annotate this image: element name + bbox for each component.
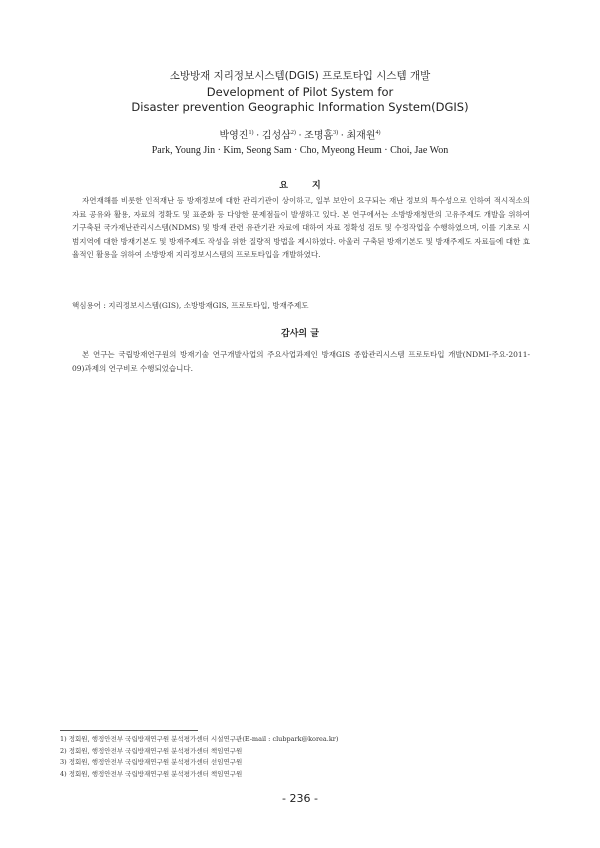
- abstract-text: 자연재해를 비롯한 인적재난 등 방재정보에 대한 관리기관이 상이하고, 일부 보안이 요구되는 재난 정보의 특수성으로 인하여 적시적소의 자료 공유와 활용, 자료의 정확도 및 표준화 등 다양한 문제점들이 발생하고 있다. 본 연구에서는 소방방재청만의 고유주제도 개발을 위하여 기구축된 국가재난관리시스템(NDMS) 및 방재 관련 유관기관 자료에 대하여 자료 정확성 검토 및 수정작업을 수행하였으며, 이를 기초로 시범지역에 대한 방재기본도 및 방재주제도 작성을 위한 질량적 방법을 제시하였다. 아울러 구축된 방재기본도 및 방재주제도 자료들에 대한 효율적인 활용을 위하여 소방방재 지리정보시스템의 프로토타입을 개발하였다.: [72, 196, 530, 259]
- author-mark: 1): [248, 130, 254, 136]
- footnotes: [60, 734, 540, 780]
- author-separator: ·: [253, 130, 262, 142]
- abstract-heading: 요지: [279, 181, 345, 191]
- title-english-line1: Development of Pilot System for: [206, 85, 394, 99]
- authors-english: Park, Young Jin · Kim, Seong Sam · Cho, Myeong Heum · Choi, Jae Won: [151, 145, 449, 157]
- author-name: 조명흠: [304, 130, 334, 142]
- footnote: 2) 정회원, 행정안전부 국립방재연구원 분석평가센터 책임연구원: [60, 746, 243, 755]
- author-mark: 4): [375, 130, 381, 136]
- footnote: 1) 정회원, 행정안전부 국립방재연구원 분석평가센터 시설연구관(E-mail : clubpark@korea.kr): [60, 735, 339, 743]
- title-korean: 소방방재 지리정보시스템(DGIS) 프로토타입 시스템 개발: [169, 70, 431, 82]
- author-mark: 3): [333, 130, 339, 136]
- keywords: 핵심용어 : 지리정보시스템(GIS), 소방방재GIS, 프로토타입, 방재주제도: [72, 301, 309, 310]
- author-name: 박영진: [219, 130, 249, 142]
- title-english-line2: Disaster prevention Geographic Information System(DGIS): [131, 100, 469, 114]
- page-number: - 236 -: [282, 792, 318, 805]
- footnote: 3) 정회원, 행정안전부 국립방재연구원 분석평가센터 선임연구원: [60, 758, 243, 766]
- footnote: 4) 정회원, 행정안전부 국립방재연구원 분석평가센터 책임연구원: [60, 769, 243, 778]
- authors-korean: [60, 125, 540, 144]
- author-name: 최재원: [346, 130, 376, 142]
- footnote-divider: [60, 730, 198, 731]
- acknowledgement-heading: 감사의 글: [281, 329, 319, 339]
- author-name: 김성삼: [261, 130, 291, 142]
- title-block: [60, 68, 540, 115]
- author-separator: ·: [295, 130, 305, 142]
- author-separator: ·: [338, 130, 347, 142]
- authors-block: [60, 125, 540, 158]
- author-mark: 2): [290, 130, 296, 136]
- acknowledgement-text: 본 연구는 국립방재연구원의 방재기술 연구개발사업의 주요사업과제인 방재GIS 종합관리시스템 프로토타입 개발(NDMI-주요-2011-09)과제의 연구비로 수행되었습니다.: [72, 350, 530, 373]
